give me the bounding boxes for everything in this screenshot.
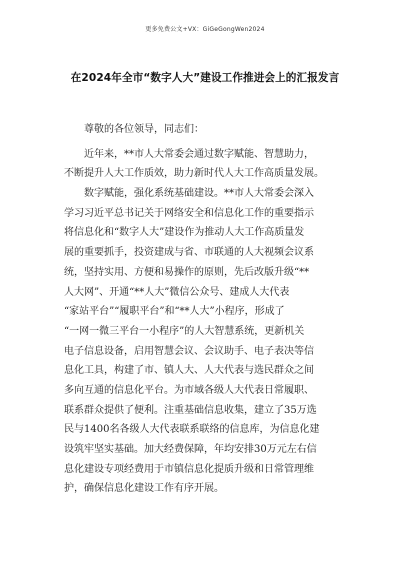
paragraph-2-line: 学习习近平总书记关于网络安全和信息化工作的重要指示	[64, 207, 314, 219]
greeting-line: 尊敬的各位领导，同志们：	[84, 124, 204, 135]
paragraph-2-line: 多向互通的信息化平台。为市域各级人大代表日常履职、	[64, 384, 314, 396]
paragraph-2-line: “家站平台”“履职平台”和“**人大”小程序，形成了	[64, 306, 285, 318]
paragraph-1-line: 近年来，**市人大常委会通过数字赋能、智慧助力，	[84, 148, 314, 160]
paragraph-2-line: 人大网”、开通“**人大”微信公众号、建成人大代表	[64, 286, 290, 298]
header-note: 更多免费公文+VX：GiGeGongWen2024	[145, 26, 265, 33]
paragraph-2-line: 联系群众提供了便利。注重基础信息收集，建立了35万选	[64, 404, 317, 416]
paragraph-2-line: 护，确保信息化建设工作有序开展。	[64, 483, 224, 495]
paragraph-2-line: 数字赋能，强化系统基础建设。**市人大常委会深入	[84, 188, 314, 200]
paragraph-2-line: 展的重要抓手，投资建成与省、市联通的人大视频会议系	[64, 247, 314, 259]
paragraph-2-line: 设筑牢坚实基础。加大经费保障，年均安排30万元左右信	[64, 444, 317, 455]
paragraph-2-line: 电子信息设备，启用智慧会议、会议助手、电子表决等信	[64, 345, 314, 357]
paragraph-1-line: 不断提升人大工作质效，助力新时代人大工作高质量发展。	[64, 168, 324, 180]
paragraph-2-line: 将信息化和“数字人大”建设作为推动人大工作高质量发	[64, 227, 305, 239]
document-title: 在2024年全市“数字人大”建设工作推进会上的汇报发言	[70, 72, 340, 84]
paragraph-2-line: 民与1400名各级人大代表联系联络的信息库，为信息化建	[64, 424, 320, 436]
paragraph-2-line: 统，坚持实用、方便和易操作的原则，先后改版升级“**	[64, 266, 310, 278]
paragraph-2-line: “一网一微三平台一小程序”的人大智慧系统，更新机关	[64, 325, 305, 337]
document-body	[64, 120, 348, 499]
paragraph-2-line: 息化建设专项经费用于市镇信息化提质升级和日常管理维	[64, 463, 314, 475]
paragraph-2-line: 息化工具，构建了市、镇人大、人大代表与选民群众之间	[64, 365, 314, 377]
